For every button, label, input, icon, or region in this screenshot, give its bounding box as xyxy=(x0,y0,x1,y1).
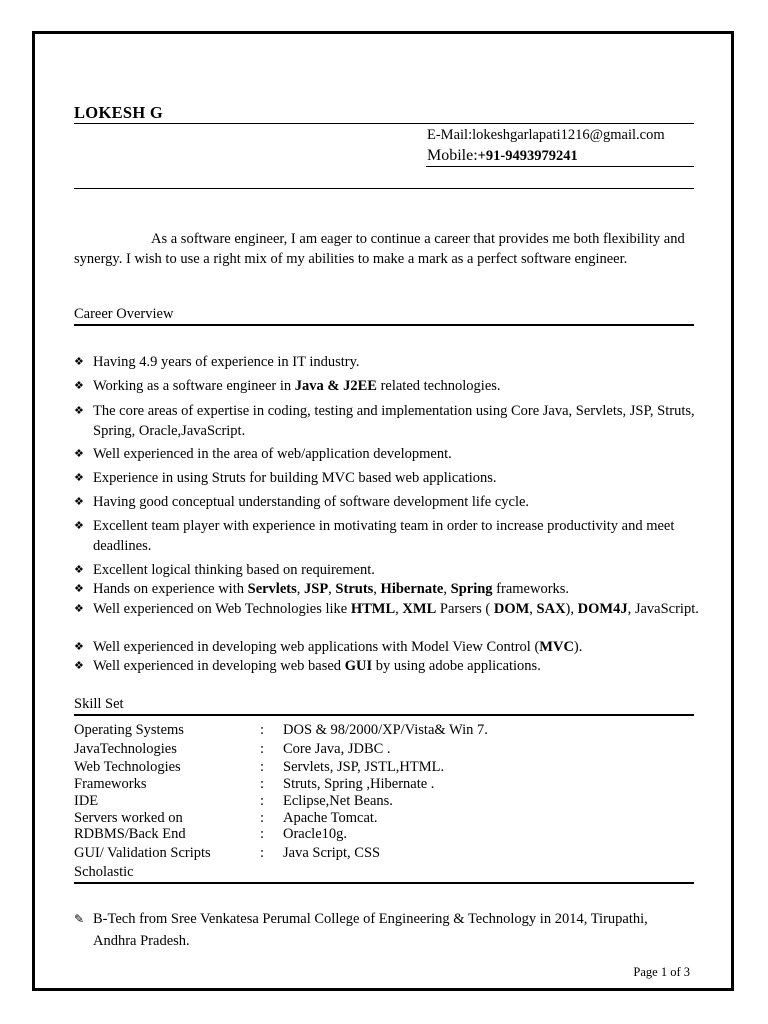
mobile-number: +91-9493979241 xyxy=(477,148,578,164)
bold-run: Java & J2EE xyxy=(294,378,377,394)
bullet-text xyxy=(93,377,699,397)
skill-value: DOS & 98/2000/XP/Vista& Win 7. xyxy=(283,722,488,738)
skill-label: RDBMS/Back End xyxy=(74,826,186,842)
text-run: Excellent team player with experience in motivating team in order to increase productivity and meet deadlines. xyxy=(93,518,675,554)
text-run: Parsers ( xyxy=(436,601,494,617)
list-item xyxy=(74,493,699,513)
bullet-text xyxy=(93,517,699,556)
scholastic-heading: Scholastic xyxy=(74,864,134,880)
bold-run: MVC xyxy=(539,639,574,655)
diamond-bullet-icon: ❖ xyxy=(74,356,84,368)
list-item xyxy=(74,445,699,465)
text-run: Excellent logical thinking based on requirement. xyxy=(93,562,375,578)
skill-label: Web Technologies xyxy=(74,759,181,775)
table-row xyxy=(74,845,694,862)
bullet-text xyxy=(93,445,699,465)
diamond-bullet-icon: ❖ xyxy=(74,448,84,460)
bullet-text xyxy=(93,469,699,489)
career-overview-heading: Career Overview xyxy=(74,306,174,322)
diamond-bullet-icon: ❖ xyxy=(74,564,84,576)
skill-label: GUI/ Validation Scripts xyxy=(74,845,211,861)
bullet-text xyxy=(93,638,699,658)
text-run: , xyxy=(443,581,451,597)
list-item xyxy=(74,402,699,441)
skill-set-heading: Skill Set xyxy=(74,696,124,712)
table-row xyxy=(74,810,694,827)
text-run: , JavaScript. xyxy=(627,601,699,617)
text-run: The core areas of expertise in coding, testing and implementation using Core Java, Servlets, JSP, Struts, Spring, Oracle,JavaScript. xyxy=(93,403,695,439)
text-run: Experience in using Struts for building MVC based web applications. xyxy=(93,470,497,486)
text-run: , xyxy=(529,601,537,617)
bold-run: Servlets xyxy=(247,581,297,597)
skill-separator: : xyxy=(260,759,265,775)
bold-run: SAX xyxy=(536,601,566,617)
bold-run: JSP xyxy=(304,581,329,597)
table-row xyxy=(74,741,694,758)
bold-run: GUI xyxy=(344,658,373,674)
text-run: Well experienced in the area of web/application development. xyxy=(93,446,452,462)
bullet-text xyxy=(93,600,699,620)
diamond-bullet-icon: ❖ xyxy=(74,520,84,532)
skill-set-rule xyxy=(74,714,694,716)
education-item xyxy=(74,908,694,952)
diamond-bullet-icon: ❖ xyxy=(74,603,84,615)
text-run: Well experienced in developing web based xyxy=(93,658,345,674)
text-run: ). xyxy=(573,639,583,655)
bold-run: HTML xyxy=(350,601,396,617)
bold-run: XML xyxy=(402,601,437,617)
text-run: related technologies. xyxy=(376,378,501,394)
skill-label: Frameworks xyxy=(74,776,147,792)
list-item xyxy=(74,638,699,658)
diamond-bullet-icon: ❖ xyxy=(74,641,84,653)
skill-separator: : xyxy=(260,826,265,842)
diamond-bullet-icon: ❖ xyxy=(74,660,84,672)
contact-underline xyxy=(426,166,694,167)
list-item xyxy=(74,657,699,677)
list-item xyxy=(74,517,699,556)
bold-run: Spring xyxy=(450,581,493,597)
bold-run: DOM4J xyxy=(577,601,628,617)
bullet-text xyxy=(93,493,699,513)
skill-label: Servers worked on xyxy=(74,810,183,826)
text-run: Having good conceptual understanding of software development life cycle. xyxy=(93,494,530,510)
table-row xyxy=(74,793,694,810)
diamond-bullet-icon: ❖ xyxy=(74,380,84,392)
mobile-label: Mobile: xyxy=(427,147,478,164)
text-run: Well experienced in developing web applications with Model View Control ( xyxy=(93,639,540,655)
education-text: B-Tech from Sree Venkatesa Perumal College of Engineering & Technology in 2014, Tirupathi, Andhra Pradesh. xyxy=(93,911,648,949)
bullet-text xyxy=(93,657,699,677)
diamond-bullet-icon: ❖ xyxy=(74,496,84,508)
bullet-text xyxy=(93,402,699,441)
table-row xyxy=(74,826,694,843)
career-overview-rule xyxy=(74,324,694,326)
skill-separator: : xyxy=(260,741,265,757)
scholastic-rule xyxy=(74,882,694,884)
text-run: Well experienced on Web Technologies like xyxy=(93,601,351,617)
skill-value: Oracle10g. xyxy=(283,826,348,842)
header-divider xyxy=(74,188,694,189)
objective-paragraph xyxy=(74,229,694,269)
bold-run: Hibernate xyxy=(380,581,444,597)
table-row xyxy=(74,722,694,739)
pencil-bullet-icon: ✎ xyxy=(74,912,85,926)
page-number: Page 1 of 3 xyxy=(633,965,690,979)
text-run: frameworks. xyxy=(492,581,570,597)
list-item xyxy=(74,353,699,373)
skill-value: Java Script, CSS xyxy=(283,845,381,861)
skill-separator: : xyxy=(260,722,265,738)
text-run: by using adobe applications. xyxy=(372,658,541,674)
text-run: Working as a software engineer in xyxy=(93,378,295,394)
diamond-bullet-icon: ❖ xyxy=(74,583,84,595)
text-run: ), xyxy=(565,601,578,617)
skill-separator: : xyxy=(260,810,265,826)
name-underline xyxy=(74,123,694,124)
bullet-text xyxy=(93,353,699,373)
skill-value: Servlets, JSP, JSTL,HTML. xyxy=(283,759,445,775)
text-run: , xyxy=(328,581,336,597)
list-item xyxy=(74,561,699,581)
text-run: , xyxy=(395,601,403,617)
list-item xyxy=(74,580,699,600)
diamond-bullet-icon: ❖ xyxy=(74,472,84,484)
skill-separator: : xyxy=(260,776,265,792)
table-row xyxy=(74,776,694,793)
text-run: , xyxy=(373,581,381,597)
bold-run: Struts xyxy=(335,581,374,597)
bullet-text xyxy=(93,580,699,600)
skill-value: Core Java, JDBC . xyxy=(283,741,391,757)
text-run: , xyxy=(296,581,304,597)
text-run: Having 4.9 years of experience in IT industry. xyxy=(93,354,360,370)
skill-separator: : xyxy=(260,793,265,809)
mobile-line xyxy=(427,147,578,165)
diamond-bullet-icon: ❖ xyxy=(74,405,84,417)
bold-run: DOM xyxy=(493,601,530,617)
bullet-text xyxy=(93,561,699,581)
text-run: Hands on experience with xyxy=(93,581,248,597)
skill-label: JavaTechnologies xyxy=(74,741,177,757)
skill-value: Struts, Spring ,Hibernate . xyxy=(283,776,435,792)
candidate-name: LOKESH G xyxy=(74,103,164,122)
skill-value: Eclipse,Net Beans. xyxy=(283,793,393,809)
table-row xyxy=(74,759,694,776)
list-item xyxy=(74,377,699,397)
list-item xyxy=(74,600,699,620)
skill-separator: : xyxy=(260,845,265,861)
email-text: E-Mail:lokeshgarlapati1216@gmail.com xyxy=(427,127,665,143)
skill-label: IDE xyxy=(74,793,99,809)
objective-text: As a software engineer, I am eager to continue a career that provides me both flexibility and synergy. I wish to use a right mix of my abilities to make a mark as a perfect software engineer. xyxy=(74,231,685,267)
list-item xyxy=(74,469,699,489)
skill-value: Apache Tomcat. xyxy=(283,810,378,826)
skill-label: Operating Systems xyxy=(74,722,184,738)
